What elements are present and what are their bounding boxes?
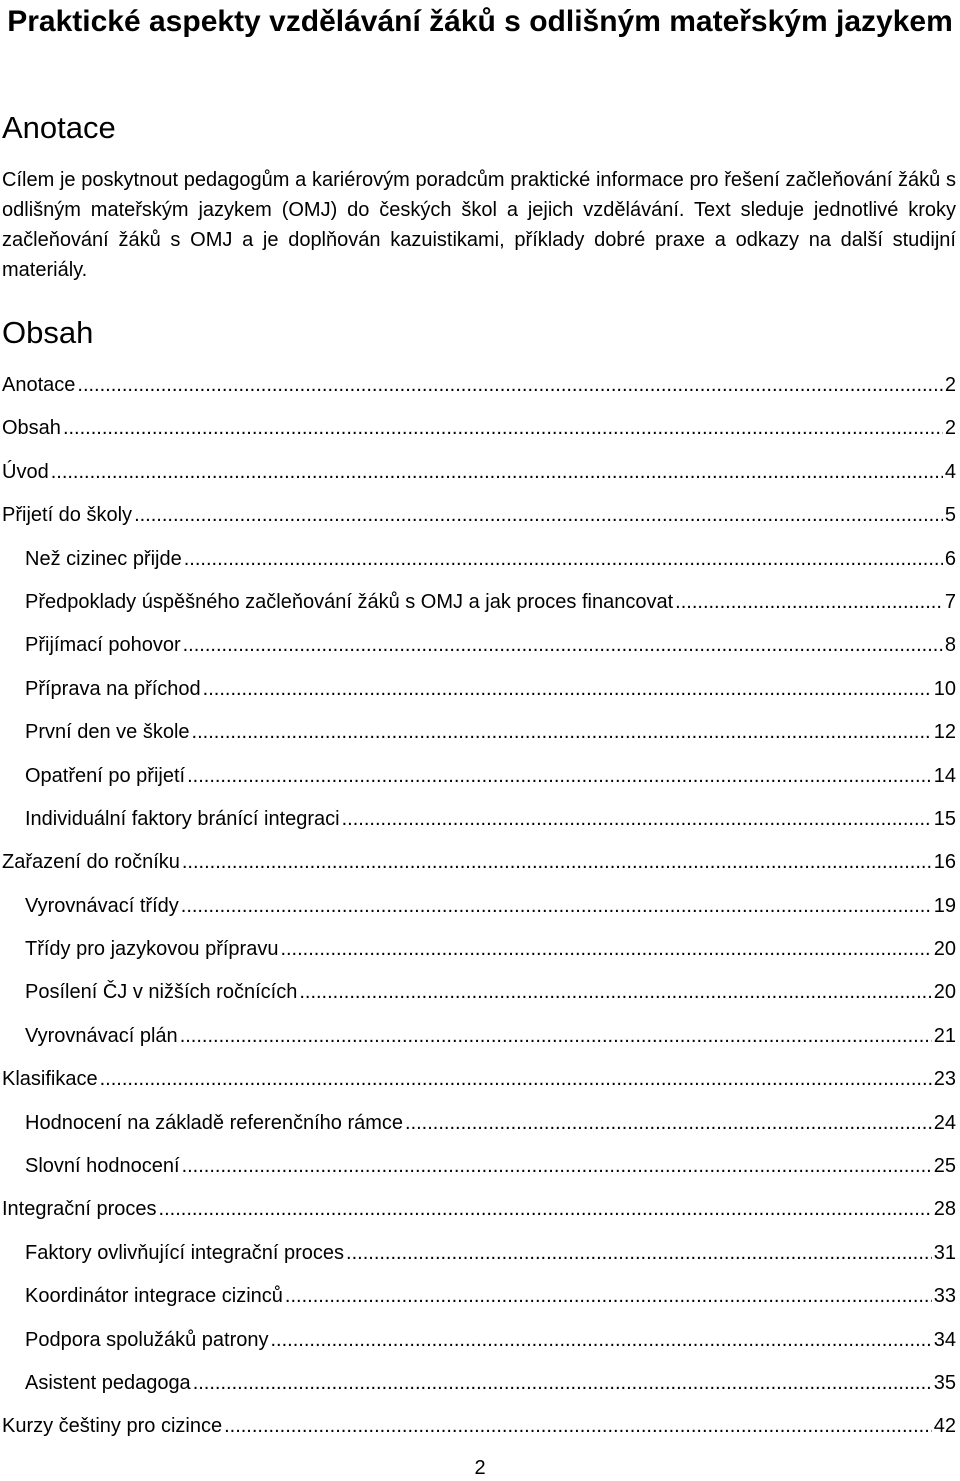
toc-entry[interactable]: [0, 669, 956, 712]
table-of-contents: [0, 365, 956, 1450]
toc-entry-page: 10: [933, 677, 956, 700]
toc-entry[interactable]: [0, 1276, 956, 1319]
toc-entry-page: 33: [933, 1285, 956, 1308]
toc-entry[interactable]: [0, 1406, 956, 1449]
toc-dot-leader: [181, 886, 932, 926]
toc-entry[interactable]: [0, 886, 956, 929]
page-number: 2: [474, 1457, 486, 1479]
toc-entry-page: 42: [933, 1415, 956, 1438]
toc-dot-leader: [271, 1320, 932, 1360]
toc-entry-page: 8: [944, 634, 956, 657]
toc-entry[interactable]: [0, 408, 956, 451]
toc-dot-leader: [346, 1233, 932, 1273]
toc-dot-leader: [184, 539, 943, 579]
toc-entry[interactable]: [0, 1103, 956, 1146]
toc-dot-leader: [280, 929, 931, 969]
toc-entry-page: 31: [933, 1241, 956, 1264]
toc-entry-page: 2: [944, 417, 956, 440]
toc-entry-page: 2: [944, 374, 956, 396]
annotation-heading: Anotace: [2, 110, 116, 145]
toc-dot-leader: [182, 1146, 932, 1186]
toc-dot-leader: [77, 365, 942, 405]
toc-dot-leader: [180, 1016, 932, 1056]
toc-entry-page: 28: [933, 1198, 956, 1221]
toc-entry[interactable]: [0, 625, 956, 668]
toc-dot-leader: [675, 582, 943, 622]
toc-entry[interactable]: [0, 495, 956, 538]
toc-entry[interactable]: [0, 972, 956, 1015]
toc-entry[interactable]: [0, 712, 956, 755]
toc-entry-label: Příprava na příchod: [25, 677, 201, 700]
toc-entry[interactable]: [0, 1059, 956, 1102]
toc-entry-label: Opatření po přijetí: [25, 764, 186, 787]
toc-entry-page: 5: [944, 504, 956, 527]
toc-entry-page: 21: [933, 1024, 956, 1047]
toc-entry-page: 20: [933, 981, 956, 1004]
toc-entry[interactable]: [0, 1233, 956, 1276]
toc-entry[interactable]: [0, 929, 956, 972]
toc-entry-page: 15: [933, 807, 956, 830]
toc-entry-label: Anotace: [2, 374, 76, 396]
document-title: Praktické aspekty vzdělávání žáků s odlišným mateřským jazykem: [7, 5, 953, 38]
toc-entry-page: 20: [933, 938, 956, 961]
toc-dot-leader: [159, 1189, 932, 1229]
toc-entry-page: 23: [933, 1068, 956, 1091]
toc-dot-leader: [192, 712, 932, 752]
toc-entry-label: Přijímací pohovor: [25, 634, 181, 657]
toc-dot-leader: [63, 408, 943, 448]
toc-entry-label: Obsah: [2, 417, 61, 440]
toc-entry-label: Přijetí do školy: [2, 504, 133, 527]
toc-entry-label: Úvod: [2, 460, 49, 483]
toc-entry[interactable]: [0, 842, 956, 885]
toc-dot-leader: [183, 625, 943, 665]
toc-entry-page: 25: [933, 1155, 956, 1178]
toc-entry-page: 34: [933, 1328, 956, 1351]
toc-entry-label: Faktory ovlivňující integrační proces: [25, 1241, 345, 1264]
toc-entry-label: Vyrovnávací třídy: [25, 894, 179, 917]
toc-entry-label: Kurzy češtiny pro cizince: [2, 1415, 223, 1438]
toc-entry-label: Podpora spolužáků patrony: [25, 1328, 269, 1351]
annotation-text: Cílem je poskytnout pedagogům a kariérovým poradcům praktické informace pro řešení začleňování žáků s odlišným mateřským jazykem (OMJ) do českých škol a jejich vzdělávání. Text sleduje jednotlivé kroky začleňování žáků s OMJ a je doplňován kazuistikami, příklady dobré praxe a odkazy na další studijní materiály.: [2, 169, 956, 281]
toc-entry-label: Koordinátor integrace cizinců: [25, 1285, 283, 1308]
toc-heading: Obsah: [2, 315, 94, 350]
toc-entry[interactable]: [0, 799, 956, 842]
toc-entry[interactable]: [0, 452, 956, 495]
toc-entry-label: Individuální faktory bránící integraci: [25, 807, 340, 830]
toc-entry[interactable]: [0, 1189, 956, 1232]
toc-entry-label: Slovní hodnocení: [25, 1155, 180, 1178]
toc-entry[interactable]: [0, 582, 956, 625]
toc-entry-page: 24: [933, 1111, 956, 1134]
toc-entry-page: 4: [944, 460, 956, 483]
toc-entry-page: 19: [933, 894, 956, 917]
toc-entry-page: 35: [933, 1371, 956, 1394]
toc-entry-label: Posílení ČJ v nižších ročnících: [25, 981, 298, 1004]
toc-dot-leader: [299, 972, 931, 1012]
toc-entry-label: Předpoklady úspěšného začleňování žáků s OMJ a jak proces financovat: [25, 590, 674, 613]
toc-dot-leader: [182, 842, 932, 882]
toc-entry-label: Klasifikace: [2, 1068, 98, 1091]
toc-entry-page: 6: [944, 547, 956, 570]
toc-entry-page: 7: [944, 590, 956, 613]
toc-entry-label: Integrační proces: [2, 1198, 157, 1221]
toc-entry-page: 16: [933, 851, 956, 874]
toc-entry[interactable]: [0, 539, 956, 582]
toc-dot-leader: [285, 1276, 932, 1316]
toc-entry-label: Než cizinec přijde: [25, 547, 182, 570]
toc-entry-page: 12: [933, 721, 956, 744]
toc-entry-label: První den ve škole: [25, 721, 190, 744]
toc-entry[interactable]: [0, 1146, 956, 1189]
toc-dot-leader: [405, 1103, 932, 1143]
toc-entry-label: Hodnocení na základě referenčního rámce: [25, 1111, 404, 1134]
toc-entry[interactable]: [0, 1016, 956, 1059]
toc-dot-leader: [134, 495, 943, 535]
toc-entry-label: Zařazení do ročníku: [2, 851, 180, 874]
toc-entry-label: Vyrovnávací plán: [25, 1024, 178, 1047]
toc-dot-leader: [193, 1363, 932, 1403]
toc-dot-leader: [187, 756, 932, 796]
toc-entry[interactable]: [0, 1320, 956, 1363]
toc-entry[interactable]: [0, 756, 956, 799]
toc-entry[interactable]: [0, 1363, 956, 1406]
toc-entry[interactable]: [0, 365, 956, 408]
toc-entry-label: Třídy pro jazykovou přípravu: [25, 938, 279, 961]
toc-dot-leader: [51, 452, 943, 492]
toc-dot-leader: [342, 799, 932, 839]
toc-dot-leader: [224, 1406, 932, 1446]
toc-entry-label: Asistent pedagoga: [25, 1371, 191, 1394]
toc-dot-leader: [100, 1059, 932, 1099]
toc-entry-page: 14: [933, 764, 956, 787]
toc-dot-leader: [203, 669, 932, 709]
